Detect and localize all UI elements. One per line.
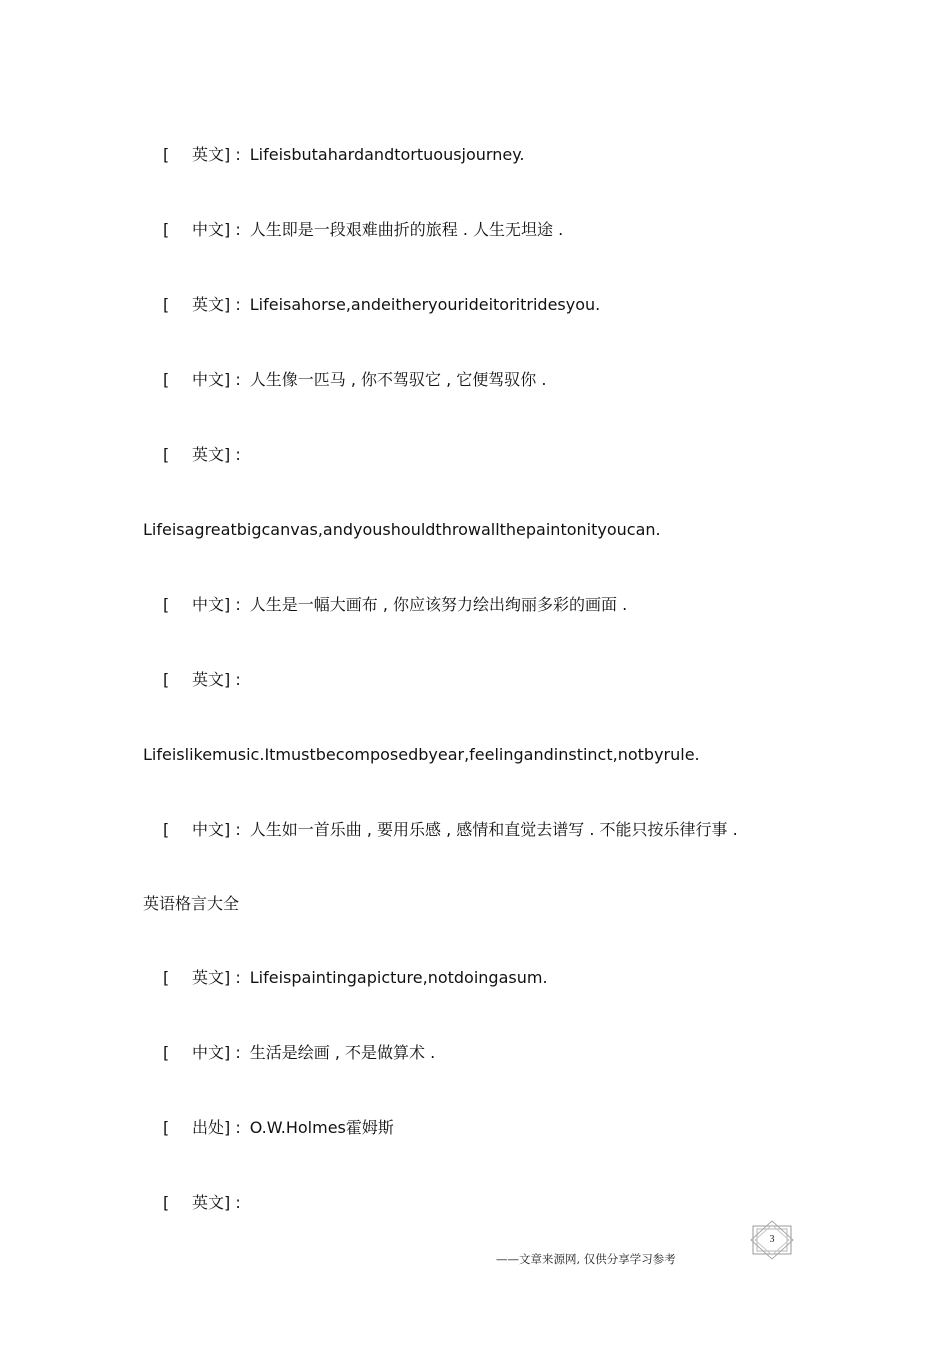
entry-bracket: [ (163, 1193, 170, 1212)
page-number-badge (749, 1220, 795, 1260)
entry-bracket: [ (163, 820, 170, 839)
entry-label: 英文] : (192, 968, 241, 987)
entry-line (163, 595, 627, 615)
entry-label: 中文] : (192, 1043, 241, 1062)
entry-bracket: [ (163, 295, 170, 314)
entry-label: 英文] : (192, 145, 241, 164)
entry-line (163, 220, 563, 240)
entry-line (163, 370, 546, 390)
entry-line (163, 1043, 435, 1063)
entry-line (163, 820, 738, 840)
entry-label: 英文] : (192, 670, 241, 689)
entry-bracket: [ (163, 220, 170, 239)
entry-text: Lifeisbutahardandtortuousjourney. (249, 145, 525, 164)
entry-line (163, 670, 241, 690)
entry-text: 人生像一匹马 , 你不驾驭它 , 它便驾驭你 . (249, 370, 547, 389)
entry-bracket: [ (163, 1043, 170, 1062)
entry-bracket: [ (163, 968, 170, 987)
entry-text: 生活是绘画 , 不是做算术 . (249, 1043, 436, 1062)
entry-text: 人生如一首乐曲 , 要用乐感 , 感情和直觉去谱写 . 不能只按乐律行事 . (249, 820, 738, 839)
entry-label: 中文] : (192, 595, 241, 614)
entry-line (163, 968, 548, 988)
entry-text: O.W.Holmes霍姆斯 (249, 1118, 394, 1137)
entry-text: Lifeisahorse,andeitheryourideitoritridesyou. (249, 295, 601, 314)
continuation-line: Lifeislikemusic.Itmustbecomposedbyear,feelingandinstinct,notbyrule. (143, 745, 700, 764)
entry-label: 中文] : (192, 220, 241, 239)
entry-bracket: [ (163, 145, 170, 164)
entry-text: 人生即是一段艰难曲折的旅程 . 人生无坦途 . (249, 220, 564, 239)
entry-bracket: [ (163, 1118, 170, 1137)
entry-line (163, 295, 600, 315)
footer-source-note: ——文章来源网, 仅供分享学习参考 (496, 1252, 676, 1266)
entry-label: 英文] : (192, 295, 241, 314)
entry-text: Lifeispaintingapicture,notdoingasum. (249, 968, 548, 987)
continuation-line: Lifeisagreatbigcanvas,andyoushouldthrowallthepaintonityoucan. (143, 520, 661, 539)
entry-bracket: [ (163, 445, 170, 464)
entry-bracket: [ (163, 595, 170, 614)
section-heading: 英语格言大全 (143, 894, 240, 913)
entry-label: 英文] : (192, 1193, 241, 1212)
entry-line (163, 145, 524, 165)
page-number: 3 (769, 1234, 775, 1245)
entry-line (163, 445, 241, 465)
entry-label: 中文] : (192, 370, 241, 389)
entry-label: 英文] : (192, 445, 241, 464)
entry-label: 中文] : (192, 820, 241, 839)
entry-line (163, 1118, 394, 1138)
entry-bracket: [ (163, 370, 170, 389)
entry-line (163, 1193, 241, 1213)
entry-text: 人生是一幅大画布 , 你应该努力绘出绚丽多彩的画面 . (249, 595, 628, 614)
entry-label: 出处] : (192, 1118, 241, 1137)
entry-bracket: [ (163, 670, 170, 689)
